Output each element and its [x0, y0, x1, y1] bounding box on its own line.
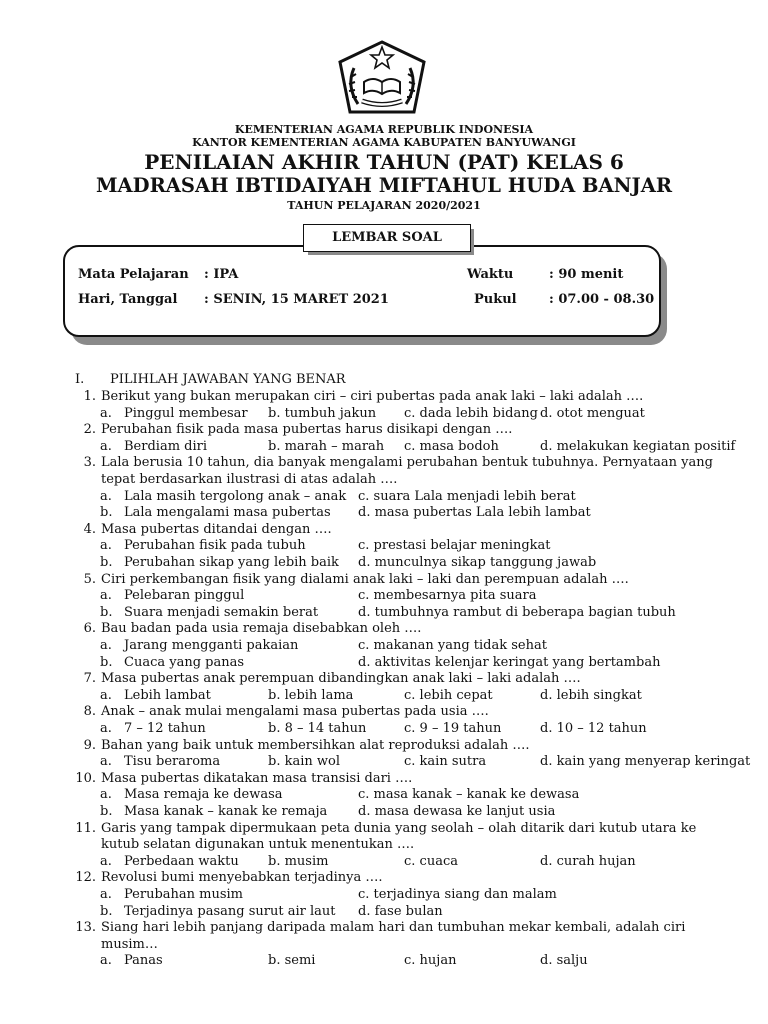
- school-name: MADRASAH IBTIDAIYAH MIFTAHUL HUDA BANJAR: [95, 174, 673, 197]
- answer-option: b. 8 – 14 tahun: [268, 721, 367, 736]
- option-letter: a.: [100, 853, 112, 869]
- subject-value: : IPA: [204, 267, 239, 282]
- answer-option: d. curah hujan: [540, 853, 636, 869]
- answer-option: c. makanan yang tidak sehat: [358, 638, 547, 653]
- answer-option: c. kain sutra: [404, 754, 487, 770]
- answer-option: b. semi: [268, 953, 316, 969]
- answer-option: Jarang mengganti pakaian: [124, 638, 299, 653]
- answer-option: d. melakukan kegiatan positif: [540, 438, 736, 454]
- question-text: Masa pubertas dikatakan masa transisi dari ….: [101, 770, 413, 786]
- answer-option: Pinggul membesar: [124, 405, 248, 421]
- question-number: 12.: [75, 870, 96, 886]
- question-number: 6.: [83, 621, 96, 637]
- question-text: Masa pubertas anak perempuan dibandingkan anak laki – laki adalah ….: [101, 671, 581, 687]
- answer-option: c. cuaca: [404, 853, 458, 869]
- answer-option: b. musim: [268, 853, 329, 869]
- answer-option: Perubahan sikap yang lebih baik: [124, 555, 339, 570]
- answer-option: Berdiam diri: [124, 438, 208, 454]
- answer-option: Perubahan fisik pada tubuh: [124, 538, 306, 554]
- office-name: KANTOR KEMENTERIAN AGAMA KABUPATEN BANYUWANGI: [192, 136, 576, 149]
- question-text: Bahan yang baik untuk membersihkan alat reproduksi adalah ….: [101, 737, 530, 753]
- answer-option: c. 9 – 19 tahun: [404, 721, 502, 736]
- option-letter: b.: [100, 903, 113, 919]
- sheet-label: LEMBAR SOAL: [303, 224, 471, 252]
- answer-option: d. otot menguat: [540, 405, 645, 421]
- ministry-name: KEMENTERIAN AGAMA REPUBLIK INDONESIA: [234, 123, 534, 136]
- answer-option: 7 – 12 tahun: [124, 721, 206, 736]
- option-letter: b.: [100, 505, 113, 521]
- answer-option: d. tumbuhnya rambut di beberapa bagian tubuh: [358, 604, 676, 620]
- answer-option: Suara menjadi semakin berat: [124, 604, 319, 620]
- question-text: Berikut yang bukan merupakan ciri – ciri pubertas pada anak laki – laki adalah ….: [101, 389, 644, 404]
- question-text: musim…: [101, 936, 158, 952]
- option-letter: a.: [100, 588, 112, 604]
- question-text: Siang hari lebih panjang daripada malam hari dan tumbuhan mekar kembali, adalah ciri: [101, 920, 686, 936]
- answer-option: d. 10 – 12 tahun: [540, 721, 647, 736]
- question-text: Masa pubertas ditandai dengan ….: [101, 521, 332, 537]
- hour-value: : 07.00 - 08.30: [549, 292, 655, 307]
- answer-option: d. masa pubertas Lala lebih lambat: [358, 505, 591, 521]
- time-label: Waktu: [467, 267, 514, 282]
- answer-option: c. lebih cepat: [404, 687, 493, 703]
- answer-option: Perbedaan waktu: [124, 853, 239, 869]
- date-label: Hari, Tanggal: [78, 292, 178, 307]
- question-text: Anak – anak mulai mengalami masa pubertas pada usia ….: [101, 704, 489, 720]
- answer-option: Cuaca yang panas: [124, 654, 245, 670]
- question-number: 13.: [75, 920, 96, 936]
- question-number: 7.: [83, 671, 96, 687]
- option-letter: a.: [100, 721, 112, 736]
- option-letter: a.: [100, 638, 112, 653]
- answer-option: Panas: [124, 953, 163, 969]
- question-text: kutub selatan digunakan untuk menentukan ….: [101, 837, 415, 853]
- question-number: 5.: [83, 571, 96, 587]
- answer-option: b. kain wol: [268, 754, 340, 770]
- answer-option: Pelebaran pinggul: [124, 588, 245, 604]
- question-text: Ciri perkembangan fisik yang dialami anak laki – laki dan perempuan adalah ….: [101, 571, 629, 587]
- option-letter: a.: [100, 405, 112, 421]
- question-text: Lala berusia 10 tahun, dia banyak mengalami perubahan bentuk tubuhnya. Pernyataan yang: [101, 455, 713, 471]
- option-letter: a.: [100, 687, 112, 703]
- answer-option: c. terjadinya siang dan malam: [358, 887, 557, 902]
- subject-label: Mata Pelajaran: [78, 267, 189, 282]
- option-letter: b.: [100, 555, 113, 570]
- option-letter: a.: [100, 538, 112, 554]
- option-letter: a.: [100, 953, 112, 969]
- section-number: I.: [75, 372, 85, 387]
- answer-option: Lala masih tergolong anak – anak: [124, 488, 347, 504]
- question-number: 4.: [83, 521, 96, 537]
- hour-label: Pukul: [474, 292, 517, 307]
- answer-option: Masa kanak – kanak ke remaja: [124, 804, 328, 819]
- answer-option: c. masa kanak – kanak ke dewasa: [358, 787, 580, 803]
- time-value: : 90 menit: [549, 267, 624, 282]
- answer-option: c. hujan: [404, 953, 457, 969]
- answer-option: Tisu beraroma: [124, 754, 221, 770]
- academic-year: TAHUN PELAJARAN 2020/2021: [287, 199, 481, 212]
- question-number: 10.: [75, 770, 96, 786]
- option-letter: b.: [100, 654, 113, 670]
- info-box: [63, 245, 661, 337]
- date-value: : SENIN, 15 MARET 2021: [204, 292, 389, 307]
- answer-option: d. munculnya sikap tanggung jawab: [358, 555, 597, 570]
- kemenag-emblem-icon: [332, 38, 432, 118]
- question-number: 3.: [83, 455, 96, 471]
- answer-option: Lala mengalami masa pubertas: [124, 505, 331, 521]
- question-text: Garis yang tampak dipermukaan peta dunia yang seolah – olah ditarik dari kutub utara ke: [101, 820, 697, 836]
- answer-option: c. membesarnya pita suara: [358, 588, 537, 604]
- option-letter: a.: [100, 438, 112, 454]
- answer-option: c. dada lebih bidang: [404, 405, 538, 421]
- question-text: Perubahan fisik pada masa pubertas harus disikapi dengan ….: [101, 422, 513, 438]
- answer-option: Masa remaja ke dewasa: [124, 787, 283, 803]
- section-title: PILIHLAH JAWABAN YANG BENAR: [110, 372, 346, 387]
- question-text: tepat berdasarkan ilustrasi di atas adalah ….: [101, 472, 398, 487]
- question-number: 11.: [75, 820, 96, 836]
- option-letter: b.: [100, 604, 113, 620]
- question-number: 2.: [83, 422, 96, 438]
- answer-option: c. masa bodoh: [404, 438, 499, 454]
- answer-option: b. marah – marah: [268, 438, 385, 454]
- question-text: Bau badan pada usia remaja disebabkan oleh ….: [101, 621, 422, 637]
- answer-option: Terjadinya pasang surut air laut: [124, 903, 336, 919]
- answer-option: Perubahan musim: [124, 887, 243, 902]
- answer-option: b. tumbuh jakun: [268, 405, 377, 421]
- question-number: 1.: [83, 389, 96, 404]
- answer-option: d. masa dewasa ke lanjut usia: [358, 804, 556, 819]
- answer-option: d. salju: [540, 953, 588, 969]
- answer-option: d. fase bulan: [358, 903, 443, 919]
- question-number: 9.: [83, 737, 96, 753]
- option-letter: a.: [100, 787, 112, 803]
- question-number: 8.: [83, 704, 96, 720]
- option-letter: a.: [100, 488, 112, 504]
- answer-option: b. lebih lama: [268, 687, 354, 703]
- answer-option: d. kain yang menyerap keringat: [540, 754, 751, 770]
- answer-option: c. prestasi belajar meningkat: [358, 538, 551, 554]
- question-text: Revolusi bumi menyebabkan terjadinya ….: [101, 870, 383, 886]
- option-letter: a.: [100, 754, 112, 770]
- exam-title: PENILAIAN AKHIR TAHUN (PAT) KELAS 6: [144, 150, 624, 174]
- answer-option: c. suara Lala menjadi lebih berat: [358, 488, 576, 504]
- answer-option: d. aktivitas kelenjar keringat yang bertambah: [358, 654, 661, 670]
- answer-option: Lebih lambat: [124, 687, 211, 703]
- option-letter: b.: [100, 804, 113, 819]
- answer-option: d. lebih singkat: [540, 687, 642, 703]
- option-letter: a.: [100, 887, 112, 902]
